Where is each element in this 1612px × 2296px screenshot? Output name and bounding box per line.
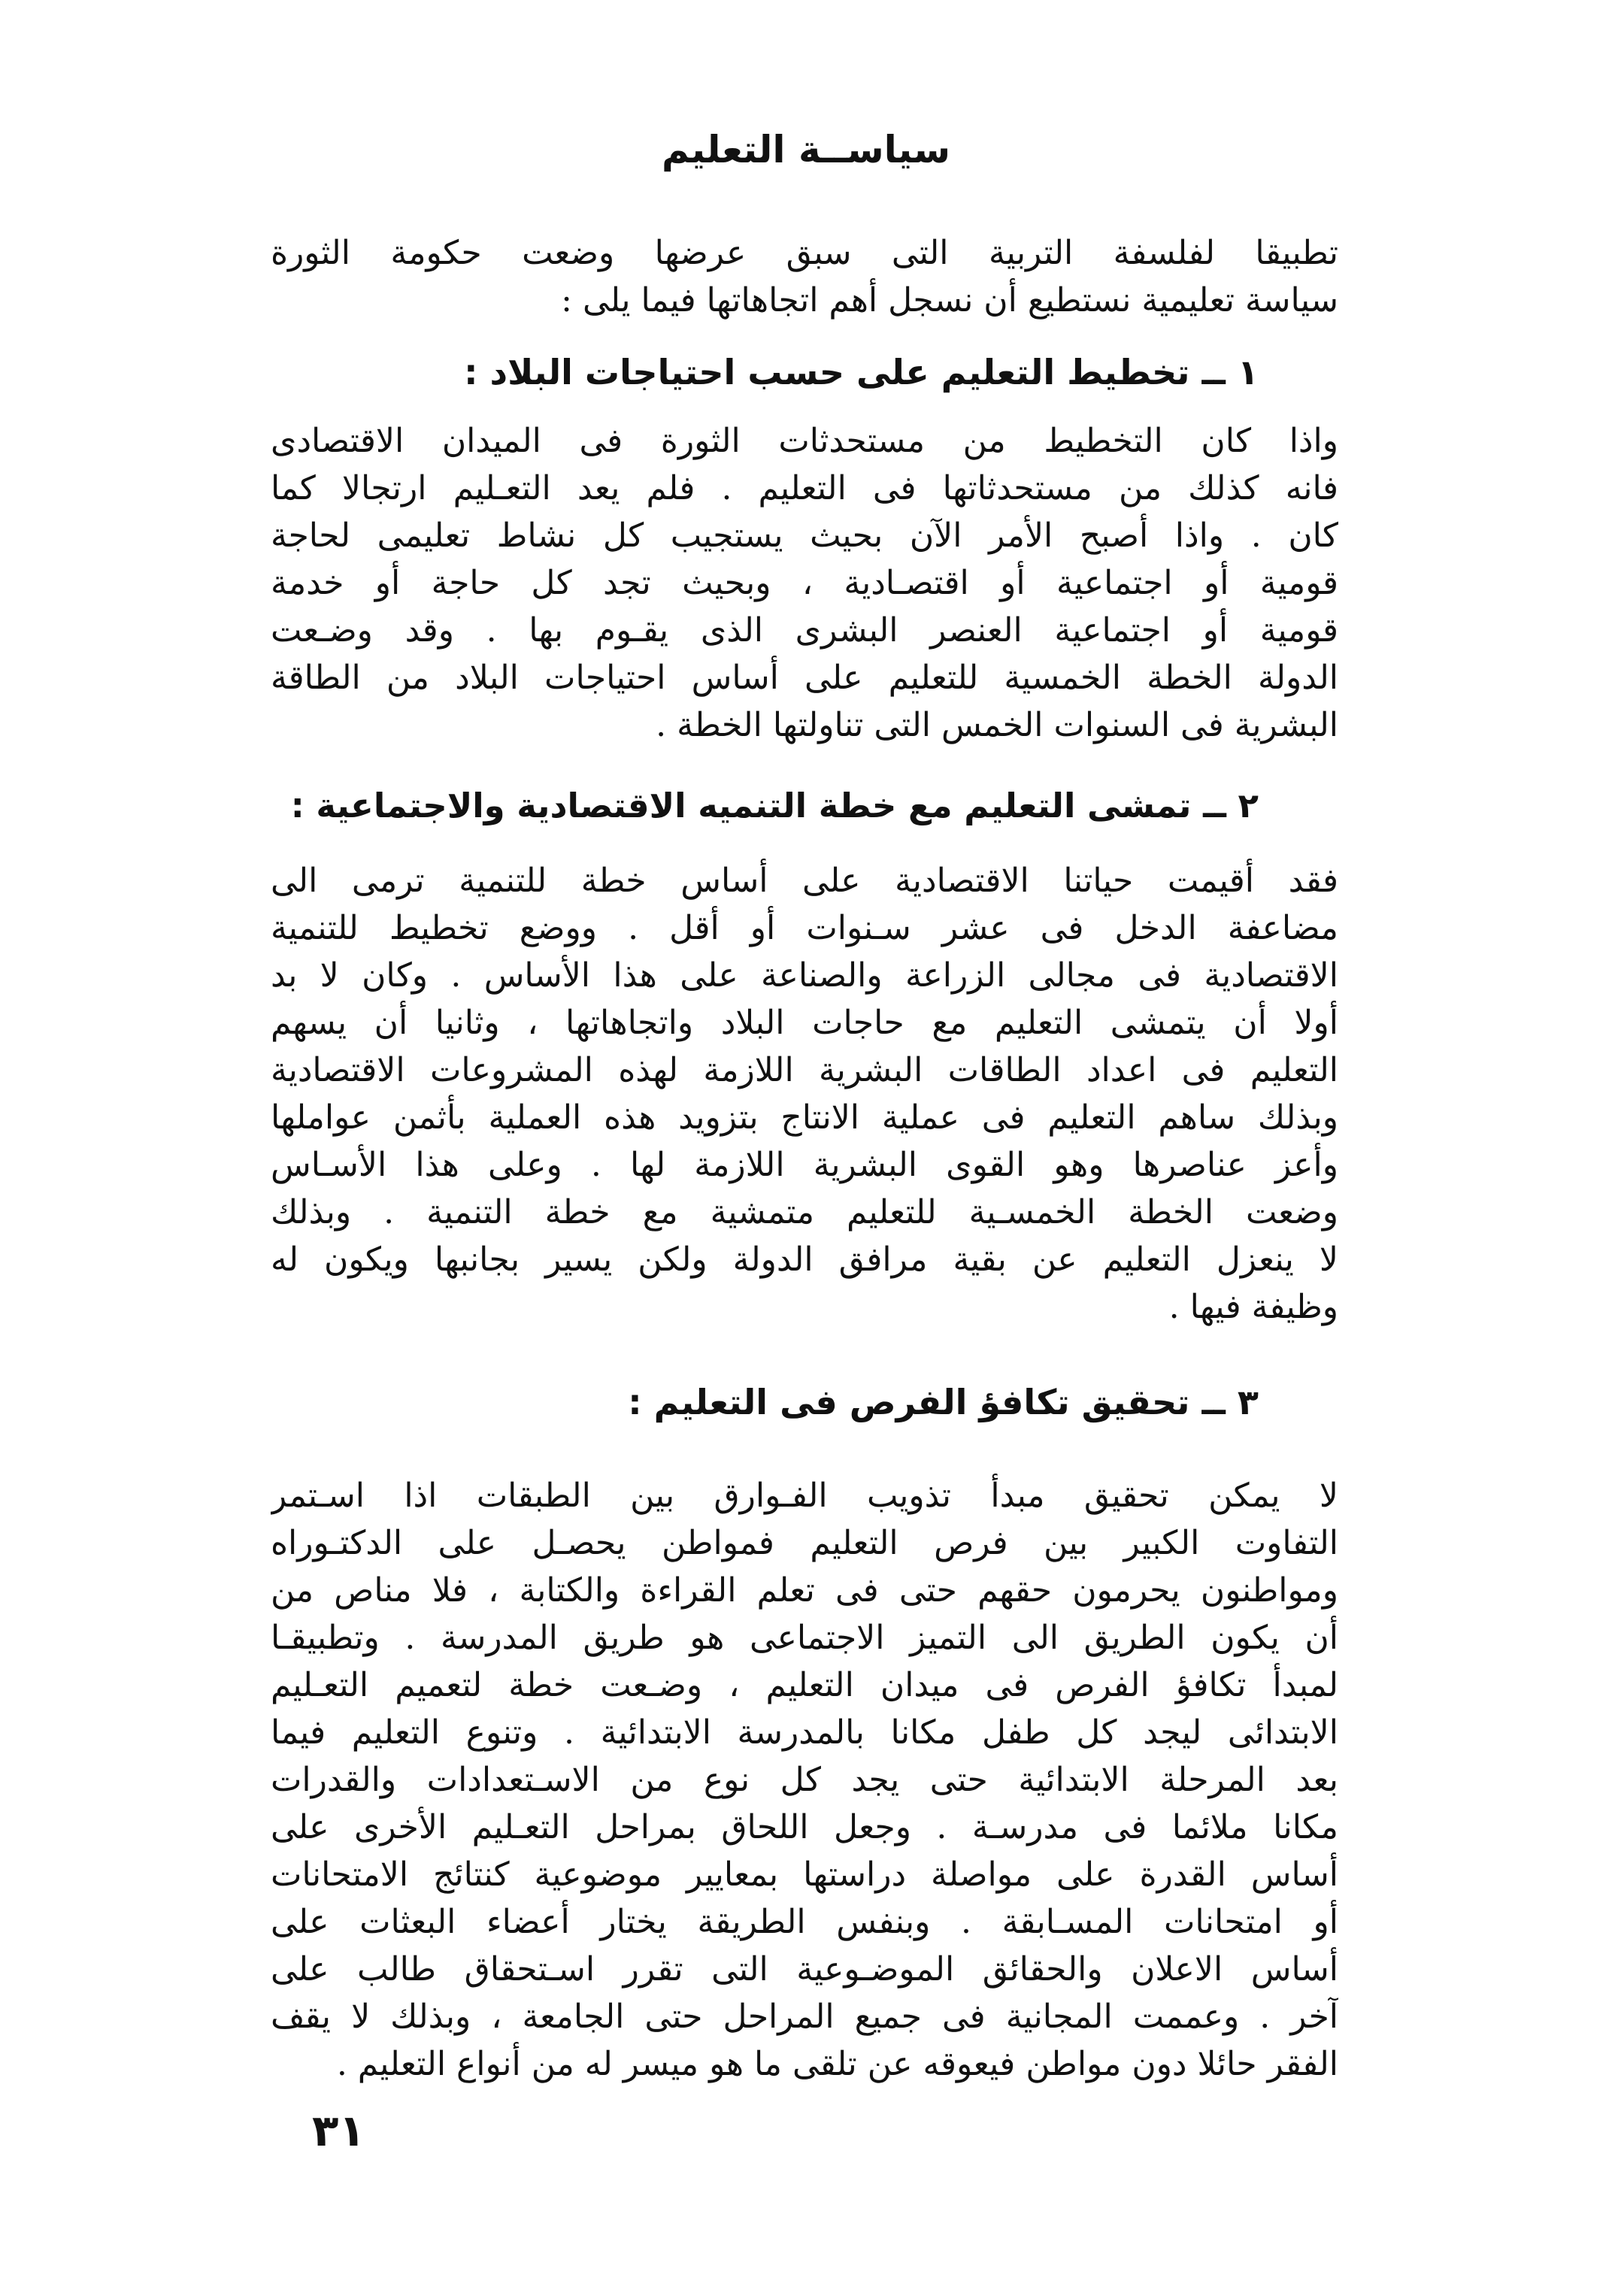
paragraph-line: لا يمكن تحقيق مبدأ تذويب الفـوارق بين الطبقات اذا اسـتمر (271, 1477, 1338, 1515)
paragraph-line: مكانا ملائما فى مدرسـة . وجعل اللحاق بمراحل التعـليم الأخرى على (271, 1808, 1338, 1846)
section-3-heading: ٣ ــ تحقيق تكافؤ الفرص فى التعليم : (628, 1382, 1259, 1422)
paragraph-line: التعليم فى اعداد الطاقات البشرية اللازمة لهذه المشروعات الاقتصادية (271, 1051, 1338, 1089)
paragraph-line: أساس القدرة على مواصلة دراستها بمعايير موضوعية كنتائج الامتحانات (271, 1855, 1338, 1894)
paragraph-line: أو امتحانات المسـابقة . وبنفس الطريقة يختار أعضاء البعثات على (271, 1903, 1338, 1941)
paragraph-line: الابتدائى ليجد كل طفل مكانا بالمدرسة الابتدائية . وتنوع التعليم فيما (271, 1713, 1338, 1752)
section-1-heading: ١ ــ تخطيط التعليم على حسب احتياجات البلاد : (464, 352, 1259, 392)
paragraph-line: مضاعفة الدخل فى عشر سـنوات أو أقل . ووضع تخطيط للتنمية (271, 909, 1338, 947)
paragraph-line: الفقر حائلا دون مواطن فيعوقه عن تلقى ما هو ميسر له من أنواع التعليم . (336, 2045, 1338, 2083)
paragraph-line: أساس الاعلان والحقائق الموضـوعية التى تقرر اسـتحقاق طالب على (271, 1950, 1338, 1989)
paragraph-line: بعد المرحلة الابتدائية حتى يجد كل نوع من الاسـتعدادات والقدرات (271, 1761, 1338, 1799)
section-2-paragraph (271, 857, 1338, 1331)
section-3-paragraph (271, 1472, 1338, 2088)
paragraph-line: وبذلك ساهم التعليم فى عملية الانتاج بتزويد هذه العملية بأثمن عواملها (271, 1098, 1338, 1137)
paragraph-line: فانه كذلك من مستحدثاتها فى التعليم . فلم يعد التعـليم ارتجالا كما (271, 469, 1338, 507)
paragraph-line: قومية أو اجتماعية أو اقتصـادية ، وبحيث تجد كل حاجة أو خدمة (271, 564, 1338, 602)
page-title: سياســة التعليم (661, 128, 950, 171)
paragraph-line: البشرية فى السنوات الخمس التى تناولتها الخطة . (656, 706, 1338, 744)
paragraph-line: لمبدأ تكافؤ الفرص فى ميدان التعليم ، وضـعت خطة لتعميم التعـليم (271, 1666, 1338, 1704)
paragraph-line: وأعز عناصرها وهو القوى البشرية اللازمة لها . وعلى هذا الأسـاس (271, 1146, 1338, 1184)
paragraph-line: آخر . وعممت المجانية فى جميع المراحل حتى الجامعة ، وبذلك لا يقف (271, 1998, 1338, 2036)
paragraph-line: وضعت الخطة الخمسـية للتعليم متمشية مع خطة التنمية . وبذلك (271, 1193, 1338, 1231)
paragraph-line: ومواطنون يحرمون حقهم حتى فى تعلم القراءة والكتابة ، فلا مناص من (271, 1571, 1338, 1610)
section-1-paragraph (271, 417, 1338, 749)
paragraph-line: أولا أن يتمشى التعليم مع حاجات البلاد واتجاهاتها ، وثانيا أن يسهم (271, 1004, 1338, 1042)
paragraph-line: فقد أقيمت حياتنا الاقتصادية على أساس خطة للتنمية ترمى الى (271, 862, 1338, 900)
intro-line: تطبيقا لفلسفة التربية التى سبق عرضها وضعت حكومة الثورة (271, 234, 1338, 272)
paragraph-line: الدولة الخطة الخمسية للتعليم على أساس احتياجات البلاد من الطاقة (271, 659, 1338, 697)
paragraph-line: واذا كان التخطيط من مستحدثات الثورة فى الميدان الاقتصادى (271, 422, 1338, 460)
section-2-heading: ٢ ــ تمشى التعليم مع خطة التنميه الاقتصادية والاجتماعية : (290, 786, 1259, 825)
paragraph-line: التفاوت الكبير بين فرص التعليم فمواطن يحصـل على الدكتـوراه (271, 1524, 1338, 1562)
paragraph-line: لا ينعزل التعليم عن بقية مرافق الدولة ولكن يسير بجانبها ويكون له (271, 1240, 1338, 1279)
paragraph-line: أن يكون الطريق الى التميز الاجتماعى هو طريق المدرسة . وتطبيقـا (271, 1619, 1338, 1657)
page-number: ٣١ (312, 2105, 365, 2156)
paragraph-line: وظيفة فيها . (1168, 1288, 1338, 1326)
paragraph-line: قومية أو اجتماعية العنصر البشرى الذى يقـوم بها . وقد وضـعت (271, 611, 1338, 650)
paragraph-line: الاقتصادية فى مجالى الزراعة والصناعة على هذا الأساس . وكان لا بد (271, 956, 1338, 995)
intro-paragraph (271, 229, 1338, 324)
intro-line: سياسة تعليمية نستطيع أن نسجل أهم اتجاهاتها فيما يلى : (561, 281, 1338, 320)
paragraph-line: كان . واذا أصبح الأمر الآن بحيث يستجيب كل نشاط تعليمى لحاجة (271, 516, 1338, 555)
